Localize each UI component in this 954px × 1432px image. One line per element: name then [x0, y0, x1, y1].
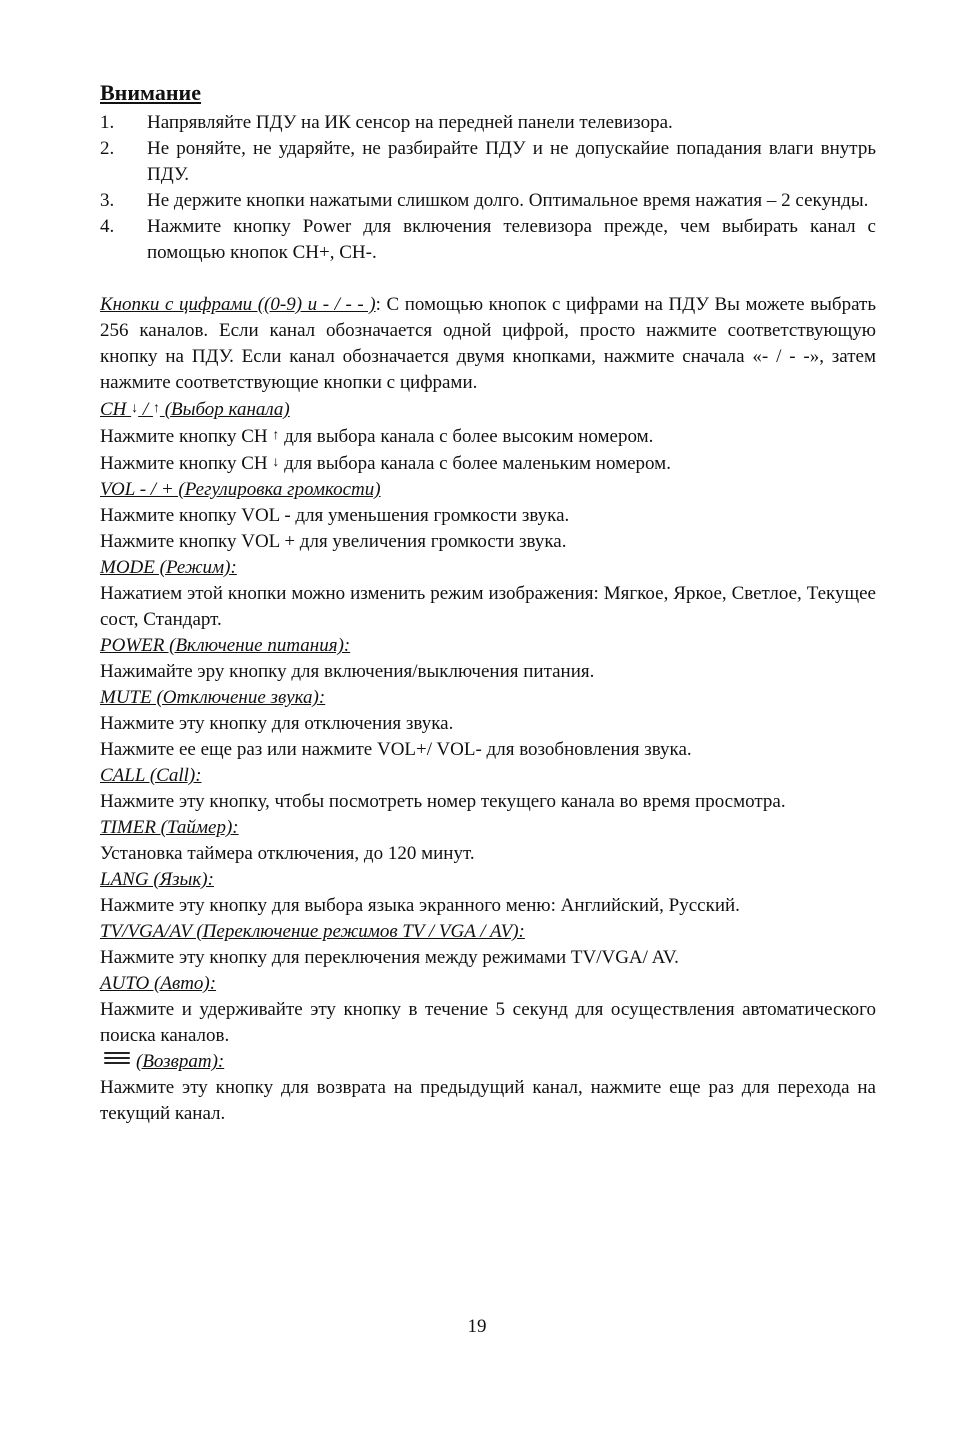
attention-item [100, 188, 876, 214]
timer-text: Установка таймера отключения, до 120 минут. [100, 843, 475, 864]
arrow-up-icon: ↑ [272, 428, 280, 443]
vol-section [100, 477, 876, 555]
return-heading: (Возврат): [136, 1051, 225, 1072]
channel-heading-sep: / [142, 399, 149, 420]
call-heading: CALL (Call): [100, 765, 202, 786]
spacer [100, 266, 876, 292]
channel-line-up [100, 423, 876, 450]
page-number: 19 [467, 1316, 487, 1337]
channel-line-up-end: для выбора канала с более высоким номером. [284, 426, 654, 447]
power-heading: POWER (Включение питания): [100, 635, 351, 656]
return-section [100, 1049, 876, 1127]
mode-section [100, 555, 876, 633]
item-text: Не держите кнопки нажатыми слишком долго. Оптимальное время нажатия – 2 секунды. [147, 190, 869, 211]
attention-list [100, 110, 876, 266]
vol-line: Нажмите кнопку VOL + для увеличения громкости звука. [100, 531, 567, 552]
channel-heading-prefix: CH [100, 399, 127, 420]
tvvgaav-text: Нажмите эту кнопку для переключения между режимами TV/VGA/ AV. [100, 947, 679, 968]
timer-heading: TIMER (Таймер): [100, 817, 239, 838]
channel-heading [100, 396, 876, 423]
channel-line-down-end: для выбора канала с более маленьким номером. [284, 453, 671, 474]
item-number: 1. [100, 112, 115, 133]
lang-heading: LANG (Язык): [100, 869, 214, 890]
digits-text: : С помощью кнопок с цифрами на ПДУ Вы можете выбрать 256 каналов. Если канал обозначается одной цифрой, просто нажмите соответствующую кнопку на ПДУ. Если канал обозначается двумя кнопками, нажмите сначала «- / - -», затем нажмите соответствующие кнопки с цифрами. [100, 294, 877, 393]
call-text: Нажмите эту кнопку, чтобы посмотреть номер текущего канала во время просмотра. [100, 791, 786, 812]
power-section [100, 633, 876, 685]
vol-line: Нажмите кнопку VOL - для уменьшения громкости звука. [100, 505, 570, 526]
vol-heading: VOL - / + (Регулировка громкости) [100, 479, 381, 500]
auto-section [100, 971, 876, 1049]
lang-section [100, 867, 876, 919]
item-text: Нажмите кнопку Power для включения телевизора прежде, чем выбирать канал с помощью кнопок CH+, CH-. [147, 216, 876, 263]
mute-section [100, 685, 876, 763]
attention-item [100, 136, 876, 188]
tvvgaav-section [100, 919, 876, 971]
call-section [100, 763, 876, 815]
channel-heading-suffix: (Выбор канала) [164, 399, 290, 420]
item-text: Не роняйте, не ударяйте, не разбирайте ПДУ и не допускайие попадания влаги внутрь ПДУ. [147, 138, 876, 185]
mute-line: Нажмите ее еще раз или нажмите VOL+/ VOL- для возобновления звука. [100, 739, 692, 760]
tvvgaav-heading: TV/VGA/AV (Переключение режимов TV / VGA / AV): [100, 921, 525, 942]
timer-section [100, 815, 876, 867]
mute-heading: MUTE (Отключение звука): [100, 687, 326, 708]
attention-item [100, 214, 876, 266]
digits-heading: Кнопки с цифрами ((0-9) и - / - - ) [100, 294, 376, 315]
return-icon [104, 1051, 130, 1065]
channel-line-down [100, 450, 876, 477]
attention-title: Внимание [100, 80, 201, 105]
return-text: Нажмите эту кнопку для возврата на предыдущий канал, нажмите еще раз для перехода на текущий канал. [100, 1077, 876, 1124]
lang-text: Нажмите эту кнопку для выбора языка экранного меню: Английский, Русский. [100, 895, 740, 916]
auto-text: Нажмите и удерживайте эту кнопку в течение 5 секунд для осуществления автоматического поиска каналов. [100, 999, 876, 1046]
arrow-down-icon: ↓ [272, 455, 280, 470]
arrow-up-icon: ↑ [152, 401, 160, 416]
item-number: 4. [100, 216, 115, 237]
mute-line: Нажмите эту кнопку для отключения звука. [100, 713, 454, 734]
digits-paragraph [100, 292, 876, 396]
auto-heading: AUTO (Авто): [100, 973, 217, 994]
channel-line-down-start: Нажмите кнопку CH [100, 453, 268, 474]
channel-line-up-start: Нажмите кнопку CH [100, 426, 268, 447]
mode-text: Нажатием этой кнопки можно изменить режим изображения: Мягкое, Яркое, Светлое, Текущее сост, Стандарт. [100, 583, 876, 630]
item-number: 2. [100, 138, 115, 159]
mode-heading: MODE (Режим): [100, 557, 237, 578]
document-page [100, 80, 876, 1127]
item-text: Напрявляйте ПДУ на ИК сенсор на передней панели телевизора. [147, 112, 673, 133]
attention-item [100, 110, 876, 136]
arrow-down-icon: ↓ [131, 401, 139, 416]
item-number: 3. [100, 190, 115, 211]
power-text: Нажимайте эру кнопку для включения/выключения питания. [100, 661, 595, 682]
